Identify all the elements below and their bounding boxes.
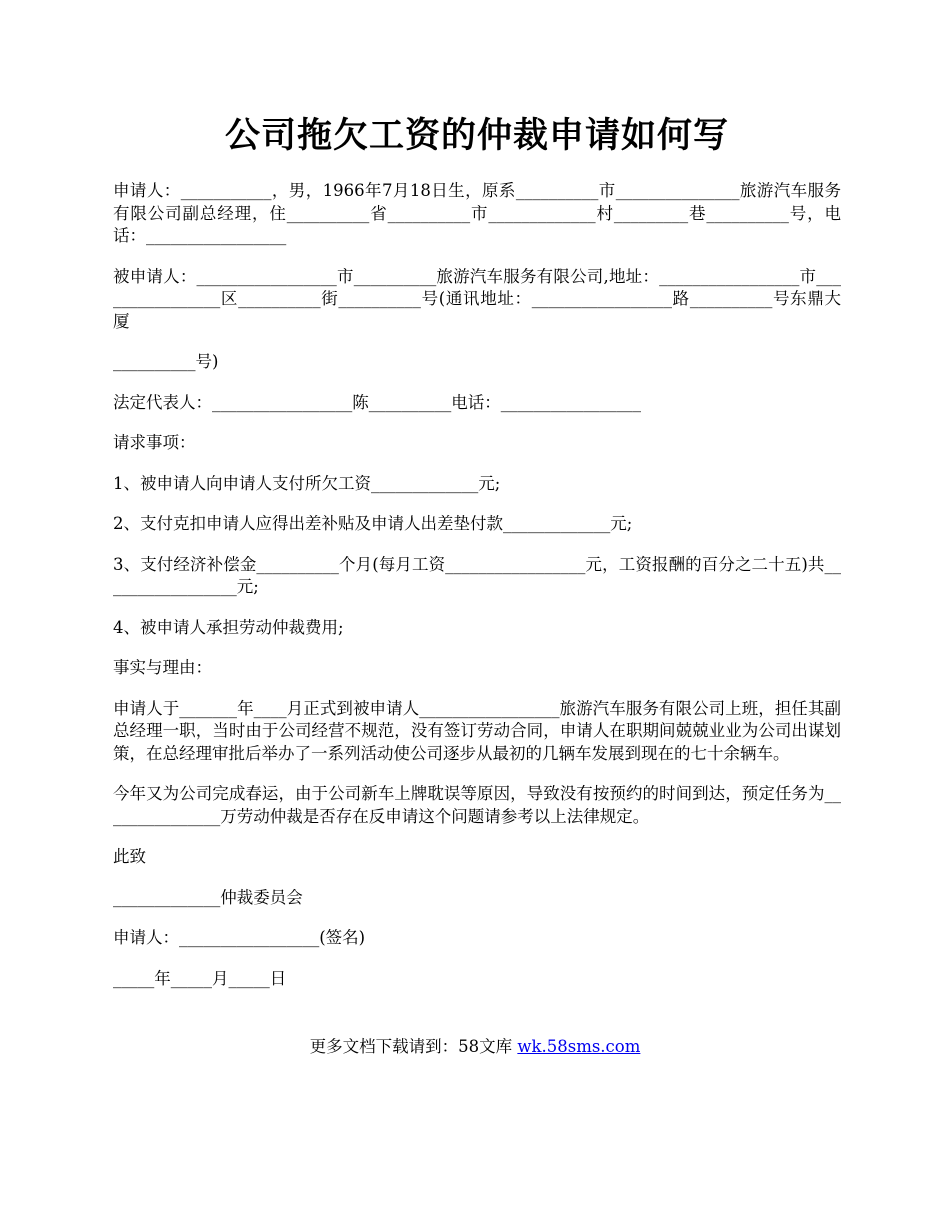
footer bbox=[0, 1036, 950, 1058]
footer-link[interactable]: wk.58sms.com bbox=[517, 1037, 641, 1056]
claim-item-4: 4、被申请人承担劳动仲裁费用; bbox=[113, 617, 344, 637]
legal-representative: 法定代表人：_________________陈__________电话：_________________ bbox=[113, 392, 641, 412]
claim-item-1: 1、被申请人向申请人支付所欠工资_____________元; bbox=[113, 473, 501, 493]
applicant-signature: 申请人：_________________(签名) bbox=[113, 928, 366, 947]
document-body bbox=[113, 180, 841, 1008]
claim-item-2: 2、支付克扣申请人应得出差补贴及申请人出差垫付款_____________元; bbox=[113, 514, 633, 533]
claim-item-3: 3、支付经济补偿金__________个月(每月工资_________________元，工资报酬的百分之二十五)共_________________元; bbox=[113, 554, 841, 596]
claims-heading: 请求事项： bbox=[113, 433, 196, 452]
footer-text: 更多文档下载请到：58文库 bbox=[309, 1037, 518, 1056]
signature-date: _____年_____月_____日 bbox=[113, 968, 287, 988]
facts-paragraph-1: 申请人于_______年____月正式到被申请人_________________旅游汽车服务有限公司上班，担任其副总经理一职，当时由于公司经营不规范，没有签订劳动合同，申请人在职期间兢兢业业为公司出谋划策，在总经理审批后举办了一系列活动使公司逐步从最初的几辆车发展到现在的七十余辆车。 bbox=[113, 698, 841, 763]
respondent-info: 被申请人：_________________市__________旅游汽车服务有限公司,地址：_________________市________________区__________街__________号(通讯地址：_________________路__________号东鼎大厦 bbox=[113, 266, 841, 331]
salutation: 此致 bbox=[113, 847, 146, 866]
document-title: 公司拖欠工资的仲裁申请如何写 bbox=[224, 115, 729, 156]
facts-heading: 事实与理由： bbox=[113, 658, 212, 677]
applicant-info: 申请人：___________，男，1966年7月18日生，原系__________市_______________旅游汽车服务有限公司副总经理，住__________省__________市_____________村_________巷__________号，电话：_________________ bbox=[113, 181, 841, 245]
respondent-room-number: __________号) bbox=[113, 352, 219, 371]
facts-paragraph-2: 今年又为公司完成春运，由于公司新车上牌耽误等原因，导致没有按预约的时间到达，预定任务为_______________万劳动仲裁是否存在反申请这个问题请参考以上法律规定。 bbox=[113, 784, 841, 826]
arbitration-committee: _____________仲裁委员会 bbox=[113, 887, 303, 907]
